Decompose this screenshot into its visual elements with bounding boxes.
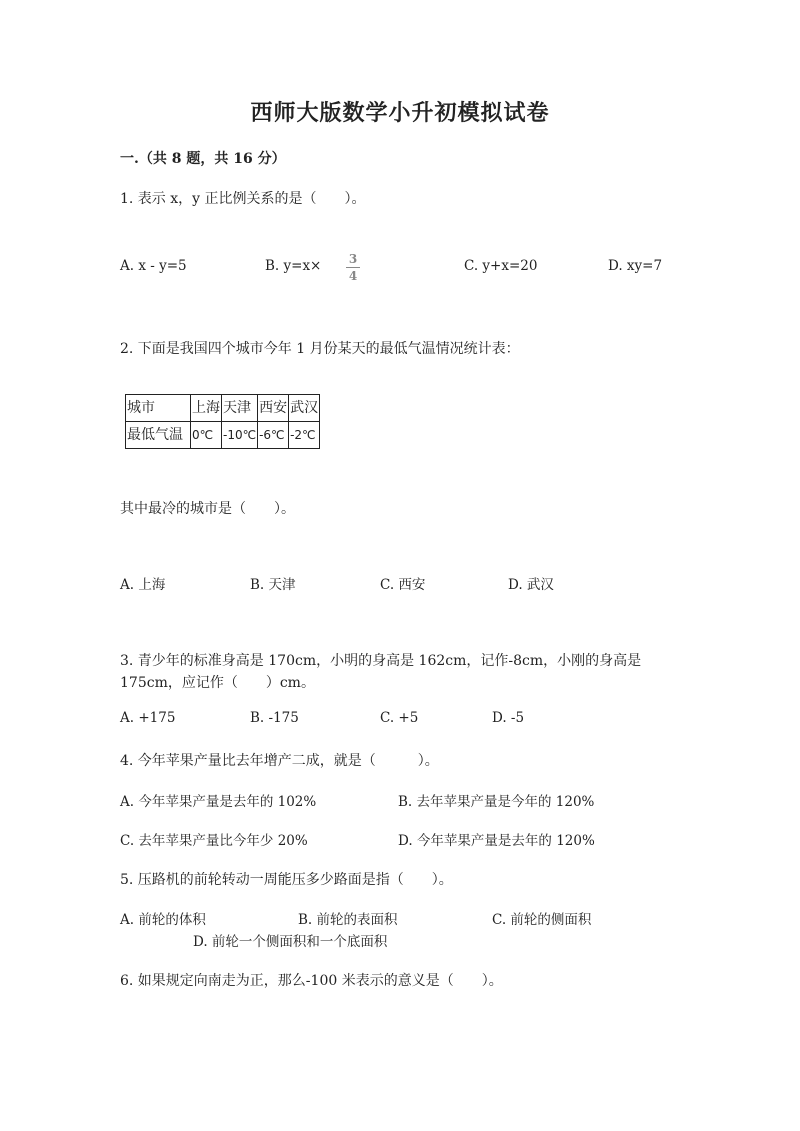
q5-option-d: D. 前轮一个侧面积和一个底面积 bbox=[193, 934, 388, 950]
table-header-cell: 天津 bbox=[222, 395, 258, 422]
q2-option-a: A. 上海 bbox=[120, 577, 166, 593]
fraction-denominator: 4 bbox=[348, 269, 358, 283]
table-cell: -2℃ bbox=[289, 422, 320, 449]
table-header-cell: 城市 bbox=[126, 395, 191, 422]
question-5-stem: 5. 压路机的前轮转动一周能压多少路面是指（ ）。 bbox=[120, 872, 453, 888]
question-1-stem: 1. 表示 x，y 正比例关系的是（ ）。 bbox=[120, 191, 366, 207]
q5-option-c: C. 前轮的侧面积 bbox=[492, 912, 592, 928]
q4-option-a: A. 今年苹果产量是去年的 102% bbox=[120, 794, 317, 810]
question-2-stem: 2. 下面是我国四个城市今年 1 月份某天的最低气温情况统计表： bbox=[120, 341, 520, 357]
q1-option-c: C. y+x=20 bbox=[464, 258, 538, 274]
question-6-stem: 6. 如果规定向南走为正，那么-100 米表示的意义是（ ）。 bbox=[120, 973, 503, 989]
fraction-bar bbox=[346, 267, 360, 268]
table-header-cell: 上海 bbox=[191, 395, 222, 422]
fraction-numerator: 3 bbox=[348, 252, 358, 266]
table-header-cell: 武汉 bbox=[289, 395, 320, 422]
q5-option-a: A. 前轮的体积 bbox=[120, 912, 206, 928]
section-heading: 一.（共 8 题，共 16 分） bbox=[120, 151, 286, 167]
question-3-stem-line1: 3. 青少年的标准身高是 170cm，小明的身高是 162cm，记作-8cm，小刚的身高是 bbox=[120, 653, 642, 669]
q2-option-c: C. 西安 bbox=[380, 577, 426, 593]
table-header-row bbox=[126, 395, 320, 422]
page-title: 西师大版数学小升初模拟试卷 bbox=[250, 100, 550, 126]
q3-option-a: A. +175 bbox=[120, 710, 176, 726]
q4-option-b: B. 去年苹果产量是今年的 120% bbox=[398, 794, 595, 810]
q2-option-b: B. 天津 bbox=[250, 577, 296, 593]
q4-option-d: D. 今年苹果产量是去年的 120% bbox=[398, 833, 595, 849]
temperature-table bbox=[125, 394, 320, 449]
q1-option-d: D. xy=7 bbox=[608, 258, 663, 274]
table-row bbox=[126, 422, 320, 449]
q5-option-b: B. 前轮的表面积 bbox=[298, 912, 398, 928]
q3-option-c: C. +5 bbox=[380, 710, 419, 726]
question-2-follow-up: 其中最冷的城市是（ ）。 bbox=[120, 501, 295, 517]
table-cell: -10℃ bbox=[222, 422, 258, 449]
q2-option-d: D. 武汉 bbox=[508, 577, 554, 593]
table-cell: 0℃ bbox=[191, 422, 222, 449]
q4-option-c: C. 去年苹果产量比今年少 20% bbox=[120, 833, 308, 849]
q1-option-a: A. x - y=5 bbox=[120, 258, 187, 274]
table-header-cell: 西安 bbox=[258, 395, 289, 422]
q3-option-b: B. -175 bbox=[250, 710, 299, 726]
question-3-stem-line2: 175cm，应记作（ ）cm。 bbox=[120, 675, 315, 691]
table-cell: 最低气温 bbox=[126, 422, 191, 449]
q1-option-b-fraction bbox=[346, 252, 360, 283]
q1-option-b: B. y=x× bbox=[265, 258, 322, 274]
table-cell: -6℃ bbox=[258, 422, 289, 449]
question-4-stem: 4. 今年苹果产量比去年增产二成，就是（ ）。 bbox=[120, 753, 439, 769]
q3-option-d: D. -5 bbox=[492, 710, 525, 726]
